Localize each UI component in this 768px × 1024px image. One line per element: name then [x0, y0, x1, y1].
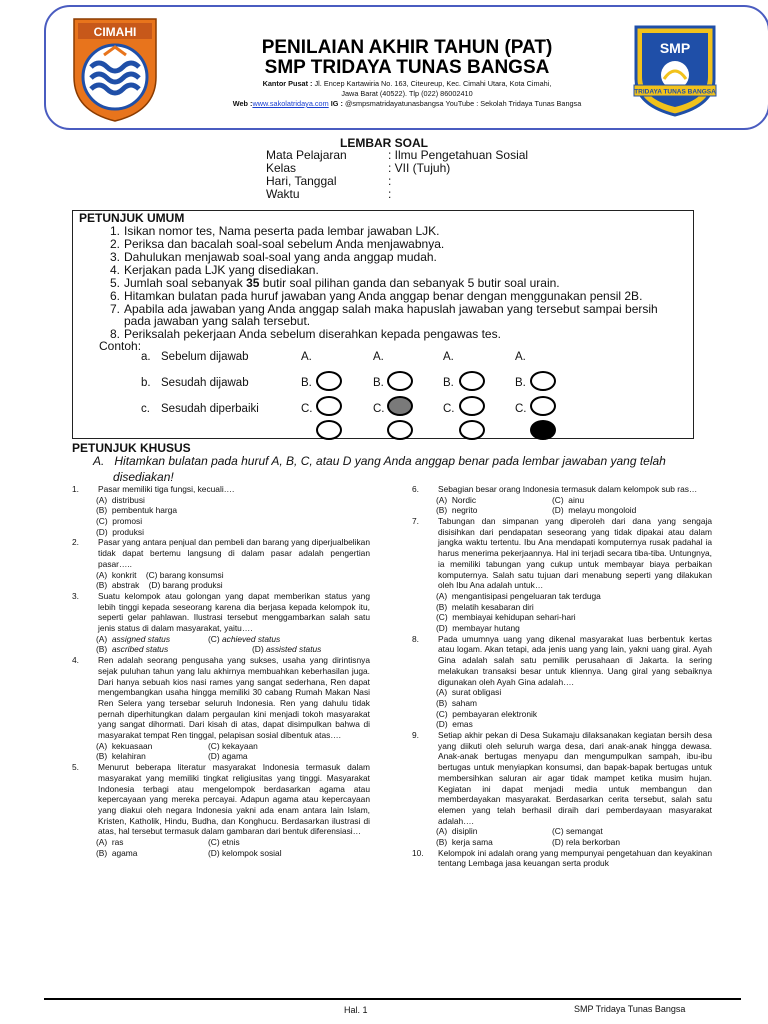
- question: 4. Ren adalah seorang pengusaha yang sukses, usaha yang dirintisnya sejak puluhan tahun yang lalu akhirnya membuahkan keberhasilan juga. Dari hanya sebuah kios nasi rames yang sangat sederhana, Ren dapat mengembangkan usaha hingga memiliki 30 cabang Rumah Makan Nasi Ren Selera yang tersebar seluruh Indonesia. Ren yang dahulu tidak pernah diperhitungkan dalam pergaulan kini menjadi tokoh masyarakat yang sangat dihormati. Dari kisah di atas, dapat disimpulkan bahwa di masyarakat tempat Ren tinggal, pelapisan sosial dibentuk atas….: [72, 655, 370, 741]
- questions-right-column: [412, 484, 712, 869]
- instruction-item: 3. Dahulukan menjawab soal-soal yang anda anggap mudah.: [109, 250, 437, 264]
- logo-left-text: CIMAHI: [93, 25, 137, 39]
- option: (D) emas: [436, 719, 473, 730]
- option: (A) mengantisipasi pengeluaran tak terduga: [436, 591, 601, 601]
- page-footer: [44, 998, 741, 1020]
- option: (B) abstrak (D) barang produksi: [96, 580, 223, 591]
- questions-left-column: [72, 484, 370, 858]
- instruction-item: 2. Periksa dan bacalah soal-soal sebelum Anda menjawabnya.: [109, 237, 445, 251]
- example-letter: A.: [373, 351, 384, 363]
- option: (B) kelahiran: [96, 751, 146, 762]
- example-letter: B.: [373, 377, 384, 389]
- example-letter: A.: [301, 351, 312, 363]
- petunjuk-khusus-text: A. Hitamkan bulatan pada huruf A, B, C, atau D yang Anda anggap benar pada lembar jawaban yang telah disediakan!: [93, 454, 666, 484]
- option: (A) disiplin: [436, 826, 478, 837]
- option: (D) membayar hutang: [436, 623, 520, 634]
- example-letter: C.: [373, 403, 385, 415]
- option: (C) etnis: [208, 837, 240, 848]
- option: (B) melatih kesabaran diri: [436, 601, 534, 612]
- example-letter: B.: [515, 377, 526, 389]
- option: (D) melayu mongoloid: [552, 505, 637, 516]
- option: (B) negrito: [436, 505, 478, 516]
- answer-bubble: [530, 396, 556, 416]
- option: (B) ascribed status: [96, 644, 169, 655]
- option: (B) agama: [96, 847, 138, 858]
- answer-bubble: [387, 420, 413, 440]
- example-label: Sebelum dijawab: [161, 351, 249, 363]
- answer-bubble: [530, 371, 556, 391]
- answer-bubble: [459, 420, 485, 440]
- answer-bubble: [459, 371, 485, 391]
- option: (C) achieved status: [208, 633, 281, 644]
- question: 3. Suatu kelompok atau golongan yang dapat memberikan status yang lebih tinggi kepada seseorang karena dia berjasa kepada kelompok itu, seperti gelar pahlawan. Ilustrasi tersebut menggambarkan salah satu jenis status di dalam masyarakat, yaitu….: [72, 590, 370, 634]
- option: (A) Nordic: [436, 494, 477, 505]
- question: 5. Menurut beberapa literatur masyarakat Indonesia termasuk dalam masyarakat yang memiliki tingkat religiusitas yang tinggi. Masyarakat Indonesia terbagi atau mengelompok berdasarkan agama atau kepercayaan yang mereka percayai. Adapun agama atau kepercayaan yang diakui oleh negara Indonesia yakni ada enam antara lain Islam, Kristen, Katholik, Hindu, Budha, dan Konghucu. Berdasarkan ilustrasi di atas, hal tersebut termasuk dalam gambaran dari bentuk diferensiasi…: [72, 762, 370, 837]
- letterhead: [44, 5, 768, 130]
- option: (A) assigned status: [96, 633, 171, 644]
- example-letter: B.: [443, 377, 454, 389]
- instruction-item-cont: pada jawaban yang salah tersebut.: [124, 314, 311, 328]
- option: (D) agama: [208, 751, 248, 762]
- question: 9. Setiap akhir pekan di Desa Sukamaju dilaksanakan kegiatan bersih desa yang diikuti oleh seluruh warga desa, dari anak-anak hingga dewasa. Anak-anak bertugas menyapu dan mengumpulkan sampah, ibu-ibu bertugas untuk menyiapkan konsumsi, dan bapak-bapak bertugas untuk membersihkan saluran air agar tidak mampet ketika musim hujan. Kegiatan ini dapat menjadi media untuk membangun dan memberdayakan masyarakat. Berdasarkan cerita tersebut, salah satu elemen yang telah berhasil diraih dari pemberdayaan masyarakat adalah….: [412, 730, 712, 826]
- example-letter: A.: [515, 351, 526, 363]
- question: 8. Pada umumnya uang yang dikenal masyarakat luas berbentuk kertas atau logam. Akan tetapi, ada jenis uang yang lain, yakni uang giral. Ayah Gina adalah salah satu pemilik perusahaan di Jakarta. Ia sering melakukan transaksi besar untuk kliennya. Uang giral yang sebaiknya digunakan oleh Ayah Gina adalah….: [412, 633, 712, 687]
- address-line-1: Kantor Pusat : Jl. Encep Kartawiria No. 163, Citeureup, Kec. Cimahi Utara, Kota Cimahi,: [262, 79, 552, 88]
- option: (C) membiayai kehidupan sehari-hari: [436, 612, 576, 623]
- petunjuk-umum-box: [72, 210, 694, 439]
- option: (C) ainu: [552, 494, 585, 505]
- petunjuk-umum-heading: PETUNJUK UMUM: [79, 211, 185, 225]
- answer-bubble: [316, 420, 342, 440]
- answer-bubble: [316, 371, 342, 391]
- question: 2. Pasar yang antara penjual dan pembeli dan barang yang diperjualbelikan tidak dapat bertemu langsung di dalam pasar adalah pengertian pasar…..: [72, 537, 370, 569]
- option: (A) kekuasaan: [96, 740, 153, 751]
- option: (A) konkrit (C) barang konsumsi: [96, 569, 224, 580]
- option: (B) saham: [436, 697, 477, 708]
- footer-school: SMP Tridaya Tunas Bangsa: [574, 1004, 686, 1014]
- option: (D) assisted status: [252, 644, 322, 655]
- logo-right-banner: TRIDAYA TUNAS BANGSA: [634, 88, 716, 96]
- question: 7. Tabungan dan simpanan yang diperoleh dari dana yang sengaja disisihkan dari pendapatan seseorang yang tidak dipakai atau dalam jangka waktu tertentu. Ibu Ana mendapati komputernya rusak padahal ia harus menerima pekerjaannya. Hal ini terjadi secara tiba-tiba. Untungnya, ia memiliki tabungan yang cukup untuk membayar biaya perbaikan komputernya. Salah satu tujuan dari menabung seperti yang dilakukan oleh Ibu Ana adalah untuk…: [412, 516, 712, 591]
- example-label: Sesudah dijawab: [161, 377, 249, 389]
- option: (B) pembentuk harga: [96, 505, 178, 516]
- answer-bubble: [387, 371, 413, 391]
- option: (D) produksi: [96, 526, 144, 537]
- option: (C) semangat: [552, 826, 603, 837]
- address-line-2: Jawa Barat (40522). Tlp (022) 86002410: [341, 89, 473, 98]
- option: (D) rela berkorban: [552, 837, 620, 848]
- instruction-item: 6. Hitamkan bulatan pada huruf jawaban yang Anda anggap benar dengan menggunakan pensil 2B.: [109, 289, 643, 303]
- website-link[interactable]: www.sakolatridaya.com: [252, 99, 329, 108]
- instruction-item: 1. Isikan nomor tes, Nama peserta pada lembar jawaban LJK.: [109, 224, 440, 238]
- doc-title: LEMBAR SOAL: [340, 136, 428, 150]
- instruction-item: 4. Kerjakan pada LJK yang disediakan.: [109, 263, 319, 277]
- question: 10. Kelompok ini adalah orang yang mempunyai pengetahuan dan keyakinan tentang Lembaga jasa keuangan serta produk: [412, 847, 712, 869]
- answer-bubble-erased: [387, 396, 413, 416]
- question: 1. Pasar memiliki tiga fungsi, kecuali….: [72, 484, 235, 494]
- example-letter: C.: [443, 403, 455, 415]
- question: 6. Sebagian besar orang Indonesia termasuk dalam kelompok sub ras…: [412, 484, 698, 494]
- example-letter: A.: [443, 351, 454, 363]
- logo-right-text: SMP: [659, 40, 691, 56]
- option: (C) kekayaan: [208, 740, 258, 751]
- option: (C) pembayaran elektronik: [436, 708, 538, 719]
- example-key: a.: [141, 351, 151, 363]
- option: (D) kelompok sosial: [208, 847, 282, 858]
- option: (A) distribusi: [96, 494, 145, 505]
- instruction-item: 8. Periksalah pekerjaan Anda sebelum diserahkan kepada pengawas tes.: [109, 327, 501, 341]
- instruction-item: 5. Jumlah soal sebanyak 35 butir soal pilihan ganda dan sebanyak 5 butir soal urain.: [109, 276, 560, 290]
- option: (C) promosi: [96, 516, 143, 527]
- exam-title: PENILAIAN AKHIR TAHUN (PAT): [261, 37, 553, 58]
- contoh-label: Contoh:: [99, 339, 142, 353]
- page-number: Hal. 1: [344, 1005, 368, 1015]
- instruction-item: 7. Apabila ada jawaban yang Anda anggap salah maka hapuslah jawaban yang tersebut sampai bersih: [109, 302, 658, 316]
- example-key: c.: [141, 403, 150, 415]
- option: (A) surat obligasi: [436, 687, 502, 698]
- contact-line: Web :www.sakolatridaya.com IG : @smpsmatridayatunasbangsa YouTube : Sekolah Tridaya Tunas Bangsa: [232, 99, 582, 108]
- example-letter: C.: [301, 403, 313, 415]
- answer-bubble-filled: [530, 420, 556, 440]
- example-key: b.: [141, 377, 151, 389]
- example-letter: B.: [301, 377, 312, 389]
- example-label: Sesudah diperbaiki: [161, 403, 259, 415]
- answer-bubble: [459, 396, 485, 416]
- answer-bubble: [316, 396, 342, 416]
- option: (B) kerja sama: [436, 837, 493, 848]
- option: (A) ras: [96, 837, 124, 848]
- petunjuk-khusus-heading: PETUNJUK KHUSUS: [72, 441, 191, 455]
- smp-logo: [628, 21, 722, 117]
- example-letter: C.: [515, 403, 527, 415]
- school-title: SMP TRIDAYA TUNAS BANGSA: [264, 57, 550, 78]
